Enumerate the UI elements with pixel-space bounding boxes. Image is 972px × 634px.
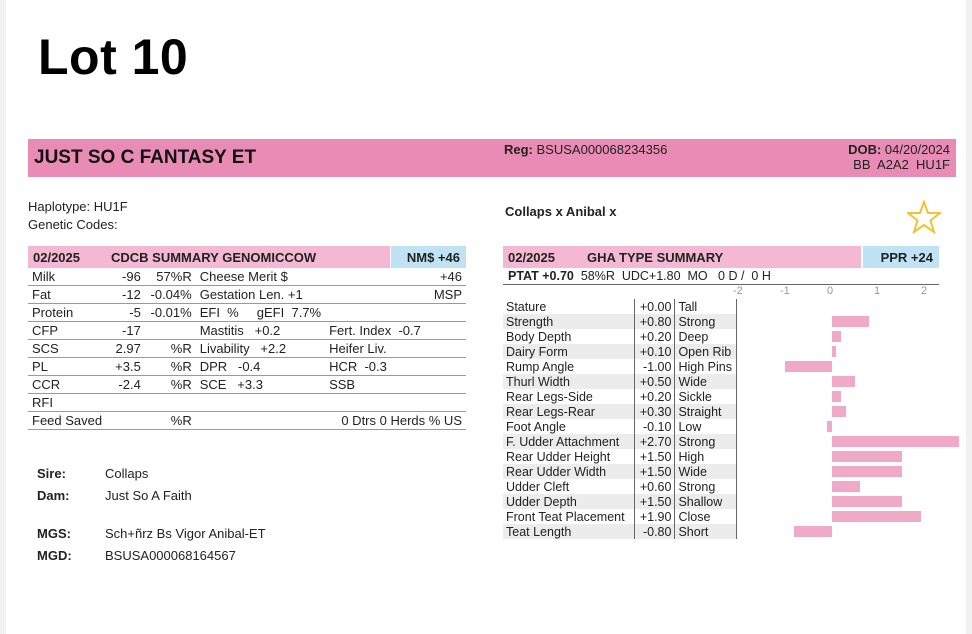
cdcb-cell	[145, 394, 196, 412]
cdcb-cell	[425, 394, 466, 412]
trait-name: Body Depth	[506, 329, 572, 344]
trait-bar-area	[736, 374, 939, 389]
trait-bar-area	[736, 464, 939, 479]
trait-value: +0.20	[635, 329, 675, 344]
trait-bar	[827, 421, 832, 432]
cdcb-row	[28, 394, 466, 412]
cdcb-cell	[325, 268, 425, 286]
cdcb-cell: %R	[170, 341, 192, 356]
trait-name: Stature	[506, 299, 547, 314]
trait-bar	[832, 406, 846, 417]
cdcb-cell	[425, 376, 466, 394]
cdcb-cell: -12	[122, 287, 141, 302]
trait-name: Rear Legs-Rear	[503, 404, 635, 419]
trait-bar	[832, 391, 841, 402]
reg-value: BSUSA000068234356	[536, 142, 668, 157]
trait-bar-area	[736, 434, 939, 449]
trait-descriptor: High	[675, 449, 736, 464]
trait-value: +0.30	[635, 404, 675, 419]
cdcb-cell: 0 Dtrs 0 Herds % US	[341, 413, 462, 428]
axis-tick-label: -1	[780, 285, 790, 297]
gha-header	[503, 246, 861, 268]
trait-name: Rear Legs-Side	[506, 389, 593, 404]
mgs-name: Sch+ñrz Bs Vigor Anibal-ET	[105, 525, 266, 541]
trait-bar	[832, 376, 856, 387]
cdcb-cell: CFP	[32, 323, 58, 338]
cdcb-title: CDCB SUMMARY GENOMICCOW	[111, 250, 317, 265]
trait-bar	[832, 511, 921, 522]
trait-descriptor: Deep	[675, 329, 736, 344]
ptat-line	[508, 269, 771, 283]
dam-label: Dam:	[37, 487, 70, 503]
trait-descriptor: Wide	[675, 464, 736, 479]
cdcb-cell: -2.4	[118, 377, 141, 392]
type-trait-row	[503, 389, 939, 404]
trait-name: F. Udder Attachment	[503, 434, 635, 449]
axis-tick-label: 0	[827, 285, 834, 297]
trait-name: Rear Udder Width	[503, 464, 635, 479]
trait-bar-area	[736, 314, 939, 329]
gha-date: 02/2025	[508, 250, 555, 265]
trait-value: +0.00	[635, 299, 675, 314]
cdcb-cell: %R	[170, 413, 192, 428]
trait-name: Rear Udder Height	[506, 449, 611, 464]
cdcb-cell: Gestation Len. +1	[199, 287, 303, 302]
trait-name: Teat Length	[503, 524, 635, 539]
reg-label: Reg:	[504, 142, 533, 157]
trait-bar-area	[736, 494, 939, 509]
registration	[504, 142, 667, 157]
trait-value: +1.50	[635, 464, 675, 479]
star-icon[interactable]	[907, 200, 941, 234]
trait-bar	[832, 496, 903, 507]
nm-dollar-badge	[391, 246, 466, 268]
cdcb-row	[28, 358, 466, 376]
cdcb-cell	[425, 304, 466, 322]
cdcb-cell: +3.5	[115, 359, 141, 374]
cdcb-cell: Cheese Merit $	[199, 269, 288, 284]
trait-bar-area	[736, 509, 939, 524]
trait-bar-area	[736, 449, 939, 464]
cdcb-cell: DPR -0.4	[199, 359, 261, 374]
genetic-codes: Genetic Codes:	[28, 217, 118, 232]
cdcb-cell	[196, 394, 325, 412]
cdcb-row	[28, 322, 466, 340]
gha-title: GHA TYPE SUMMARY	[587, 250, 724, 265]
trait-descriptor: Straight	[675, 404, 736, 419]
cdcb-cell	[425, 322, 466, 340]
axis-tick-label: -2	[733, 285, 743, 297]
trait-value: +0.10	[635, 344, 675, 359]
trait-descriptor: Open Rib	[675, 344, 736, 359]
trait-bar	[785, 361, 832, 372]
cdcb-cell: Fert. Index -0.7	[329, 323, 421, 338]
trait-descriptor: Strong	[675, 434, 736, 449]
cdcb-cell	[106, 412, 145, 430]
trait-value: +1.50	[635, 494, 675, 509]
trait-descriptor: Sickle	[675, 389, 736, 404]
cdcb-row	[28, 286, 466, 304]
trait-value: +1.90	[635, 509, 675, 524]
type-trait-row	[503, 524, 939, 539]
cdcb-cell	[325, 394, 425, 412]
trait-value: +0.20	[635, 389, 675, 404]
trait-descriptor: Low	[675, 419, 736, 434]
trait-value: -1.00	[635, 359, 675, 374]
trait-bar	[832, 331, 841, 342]
trait-name: Thurl Width	[503, 374, 635, 389]
cdcb-cell: -0.04%	[150, 287, 192, 302]
dob-block	[848, 142, 950, 172]
left-edge	[0, 0, 6, 634]
trait-value: +2.70	[635, 434, 675, 449]
trait-name: Udder Depth	[503, 494, 635, 509]
trait-value: +0.50	[635, 374, 675, 389]
cdcb-cell: 57%R	[156, 269, 192, 284]
dob-label: DOB:	[848, 142, 882, 157]
cdcb-cell	[145, 322, 196, 340]
cdcb-cell: CCR	[32, 377, 61, 392]
cdcb-row	[28, 412, 466, 430]
cdcb-cell: %R	[170, 377, 192, 392]
trait-descriptor: Strong	[675, 314, 736, 329]
mgd-name: BSUSA000068164567	[105, 547, 236, 563]
cdcb-row	[28, 340, 466, 358]
cdcb-cell: PL	[32, 359, 48, 374]
trait-bar-area	[736, 419, 939, 434]
mating-line: Collaps x Anibal x	[505, 204, 617, 219]
type-trait-row	[503, 479, 939, 494]
cdcb-cell	[425, 358, 466, 376]
type-trait-row	[503, 344, 939, 359]
cdcb-row	[28, 304, 466, 322]
trait-name: Dairy Form	[503, 344, 635, 359]
trait-bar-area	[736, 359, 939, 374]
type-trait-row	[503, 464, 939, 479]
trait-value: -0.10	[635, 419, 675, 434]
ptat-details: 58%R UDC+1.80 MO 0 D / 0 H	[580, 269, 771, 283]
dob-value: 04/20/2024	[884, 142, 950, 157]
trait-name: Rump Angle	[506, 359, 575, 374]
lot-title: Lot 10	[38, 29, 189, 85]
trait-bar-area	[736, 404, 939, 419]
cdcb-cell: Fat	[32, 287, 51, 302]
ppr-value: PPR +24	[880, 250, 933, 265]
cdcb-cell: -96	[122, 269, 141, 284]
trait-bar	[832, 466, 903, 477]
trait-bar	[832, 316, 870, 327]
axis-tick-label: 1	[874, 285, 881, 297]
cdcb-cell: Feed Saved	[32, 413, 103, 428]
trait-bar	[832, 436, 959, 447]
cdcb-cell: Mastitis +0.2	[199, 323, 281, 338]
trait-bar-area	[736, 344, 939, 359]
cdcb-date: 02/2025	[33, 250, 80, 265]
trait-descriptor: Short	[675, 524, 736, 539]
trait-descriptor: Shallow	[675, 494, 736, 509]
cdcb-cell	[325, 304, 425, 322]
trait-name: Foot Angle	[506, 419, 566, 434]
cdcb-cell: Protein	[32, 305, 74, 320]
trait-value: -0.80	[635, 524, 675, 539]
type-trait-row	[503, 449, 939, 464]
cdcb-cell: -5	[129, 305, 141, 320]
trait-descriptor: Strong	[675, 479, 736, 494]
cdcb-cell: HCR -0.3	[329, 359, 387, 374]
trait-name: Strength	[503, 314, 635, 329]
type-trait-row	[503, 299, 939, 314]
trait-bar	[794, 526, 832, 537]
cdcb-header	[28, 246, 390, 268]
type-trait-row	[503, 494, 939, 509]
trait-bar	[832, 346, 837, 357]
cdcb-cell: RFI	[32, 395, 53, 410]
axis-tick-label: 2	[921, 285, 928, 297]
cdcb-cell: SCS	[32, 341, 59, 356]
type-trait-row	[503, 404, 939, 419]
ptat-label: PTAT +0.70	[508, 269, 574, 283]
cdcb-cell: +46	[439, 269, 462, 284]
cdcb-cell: 2.97	[115, 341, 141, 356]
mgs-label: MGS:	[37, 525, 71, 541]
cdcb-table	[28, 268, 466, 430]
cdcb-cell	[106, 394, 145, 412]
cdcb-cell: Milk	[32, 269, 56, 284]
type-trait-row	[503, 509, 939, 524]
type-traits-table	[503, 299, 939, 539]
trait-bar-area	[736, 299, 939, 314]
sire-label: Sire:	[37, 465, 66, 481]
cdcb-cell: %R	[170, 359, 192, 374]
breed-codes: BB A2A2 HU1F	[853, 157, 950, 172]
trait-value: +1.50	[635, 449, 675, 464]
trait-descriptor: High Pins	[675, 359, 736, 374]
cdcb-cell: Heifer Liv.	[329, 341, 387, 356]
cdcb-cell: EFI % gEFI 7.7%	[199, 305, 322, 320]
trait-bar-area	[736, 524, 939, 539]
cdcb-cell: SSB	[329, 377, 356, 392]
animal-banner	[28, 139, 956, 177]
cdcb-cell: SCE +3.3	[199, 377, 263, 392]
trait-descriptor: Tall	[675, 299, 736, 314]
ppr-badge	[863, 246, 939, 268]
cdcb-row	[28, 376, 466, 394]
trait-bar-area	[736, 389, 939, 404]
trait-descriptor: Wide	[675, 374, 736, 389]
type-trait-row	[503, 359, 939, 374]
pedigree-bottom	[36, 522, 267, 566]
cdcb-cell: MSP	[433, 287, 462, 302]
trait-bar	[832, 451, 903, 462]
type-trait-row	[503, 314, 939, 329]
cdcb-cell: -17	[122, 323, 141, 338]
cdcb-cell: -0.01%	[150, 305, 192, 320]
trait-name: Front Teat Placement	[506, 509, 625, 524]
type-trait-row	[503, 419, 939, 434]
dam-name: Just So A Faith	[105, 487, 192, 503]
cdcb-cell	[325, 286, 425, 304]
trait-bar	[832, 481, 860, 492]
sire-name: Collaps	[105, 465, 149, 481]
trait-bar-area	[736, 329, 939, 344]
haplotype: Haplotype: HU1F	[28, 199, 128, 214]
trait-value: +0.80	[635, 314, 675, 329]
type-trait-row	[503, 329, 939, 344]
trait-bar-area	[736, 479, 939, 494]
type-trait-row	[503, 434, 939, 449]
type-trait-row	[503, 374, 939, 389]
mgd-label: MGD:	[37, 547, 72, 563]
trait-name: Udder Cleft	[506, 479, 570, 494]
trait-value: +0.60	[635, 479, 675, 494]
cdcb-cell: Livability +2.2	[199, 341, 287, 356]
right-edge	[966, 0, 972, 634]
cdcb-cell	[425, 340, 466, 358]
nm-dollar-value: NM$ +46	[406, 250, 460, 265]
pedigree-top	[36, 462, 193, 506]
cdcb-row	[28, 268, 466, 286]
trait-descriptor: Close	[675, 509, 736, 524]
animal-name: JUST SO C FANTASY ET	[34, 147, 257, 168]
